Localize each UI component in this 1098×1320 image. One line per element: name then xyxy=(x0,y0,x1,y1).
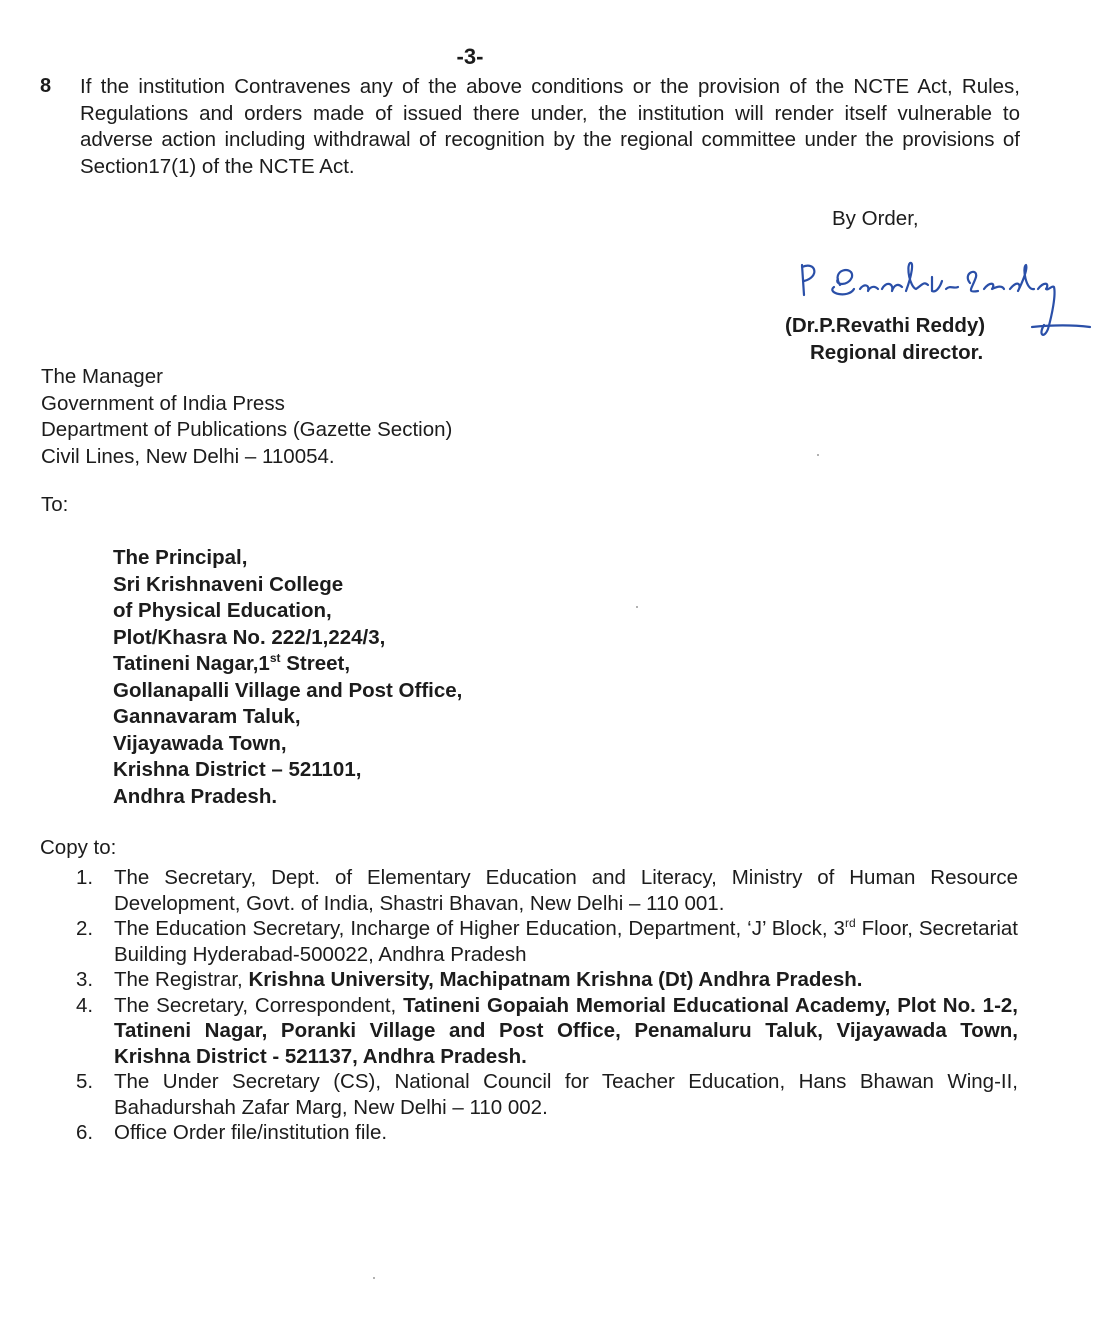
copy-to-item-text-part: The Education Secretary, Incharge of Higher Education, Department, ‘J’ Block, 3 xyxy=(114,917,845,940)
copy-to-item-bold-text: Krishna University, Machipatnam Krishna (Dt) Andhra Pradesh. xyxy=(248,968,863,991)
signatory-title: Regional director. xyxy=(810,341,984,364)
recipient-address xyxy=(113,545,462,810)
recipient-line: The Principal, xyxy=(113,546,248,569)
copy-to-item xyxy=(76,865,1018,916)
copy-to-label: Copy to: xyxy=(40,836,117,859)
copy-to-item-number: 6. xyxy=(76,1121,94,1144)
recipient-line: Andhra Pradesh. xyxy=(113,784,278,808)
recipient-line: Krishna District – 521101, xyxy=(113,758,362,781)
to-label: To: xyxy=(41,493,69,516)
copy-to-item xyxy=(76,967,1018,993)
copy-to-item-text xyxy=(114,993,1018,1070)
recipient-line xyxy=(113,651,462,678)
copy-to-item-bold-text: Tatineni Gopaiah Memorial Educational Academy, Plot No. 1-2, Tatineni Nagar, Poranki Village and Post Office, Penamaluru Taluk, Vijayawada Town, Krishna District - 521137, Andhra Pradesh. xyxy=(114,993,1018,1068)
recipient-line: Gannavaram Taluk, xyxy=(113,705,301,728)
copy-to-item-text: Office Order file/institution file. xyxy=(114,1121,388,1144)
recipient-line-text: Street, xyxy=(280,652,351,675)
copy-to-item-number: 1. xyxy=(76,866,94,889)
press-address-line: Department of Publications (Gazette Section) xyxy=(41,418,453,441)
copy-to-item-text: The Under Secretary (CS), National Council for Teacher Education, Hans Bhawan Wing-II, Bahadurshah Zafar Marg, New Delhi – 110 002. xyxy=(114,1070,1018,1119)
copy-to-item-text xyxy=(114,916,1018,967)
press-address-line: Civil Lines, New Delhi – 110054. xyxy=(41,444,335,468)
copy-to-item-number: 3. xyxy=(76,968,94,991)
ordinal-suffix: st xyxy=(269,651,281,665)
recipient-line: Vijayawada Town, xyxy=(113,731,287,755)
scan-speck xyxy=(373,1277,375,1279)
copy-to-item xyxy=(76,993,1018,1070)
signatory-name: (Dr.P.Revathi Reddy) xyxy=(785,314,986,337)
page-number: -3- xyxy=(456,44,484,69)
recipient-line: Plot/Khasra No. 222/1,224/3, xyxy=(113,625,386,649)
copy-to-list xyxy=(76,865,1018,1146)
copy-to-item-number: 5. xyxy=(76,1070,94,1093)
scan-speck xyxy=(817,454,819,456)
recipient-line: Gollanapalli Village and Post Office, xyxy=(113,678,463,702)
copy-to-item-number: 4. xyxy=(76,993,94,1017)
copy-to-item-text: The Secretary, Dept. of Elementary Education and Literacy, Ministry of Human Resource Development, Govt. of India, Shastri Bhavan, New Delhi – 110 001. xyxy=(114,866,1018,915)
by-order-text: By Order, xyxy=(832,207,919,230)
press-address xyxy=(41,364,452,470)
copy-to-item-text-part: The Secretary, Correspondent, xyxy=(114,993,404,1017)
condition-number: 8 xyxy=(40,75,52,97)
copy-to-item-text-part: The Registrar, xyxy=(114,968,249,991)
scan-speck xyxy=(636,606,638,608)
copy-to-item-text-part: Floor, Secretariat Building Hyderabad-500022, Andhra Pradesh xyxy=(114,917,1018,966)
press-address-line: The Manager xyxy=(41,365,163,388)
copy-to-item xyxy=(76,916,1018,967)
condition-text: If the institution Contravenes any of the above conditions or the provision of the NCTE Act, Rules, Regulations and orders made of issued there under, the institution will render itself vulnerable to adverse action including withdrawal of recognition by the regional committee under the provisions of Section17(1) of the NCTE Act. xyxy=(80,75,1020,178)
recipient-line: of Physical Education, xyxy=(113,599,332,622)
copy-to-item-number: 2. xyxy=(76,917,94,940)
recipient-line-text: Tatineni Nagar,1 xyxy=(113,652,270,675)
press-address-line: Government of India Press xyxy=(41,391,285,415)
copy-to-item-text xyxy=(114,967,1018,993)
ordinal-suffix: rd xyxy=(844,916,856,930)
recipient-line: Sri Krishnaveni College xyxy=(113,572,344,596)
copy-to-item xyxy=(76,1120,1018,1146)
copy-to-item xyxy=(76,1069,1018,1120)
